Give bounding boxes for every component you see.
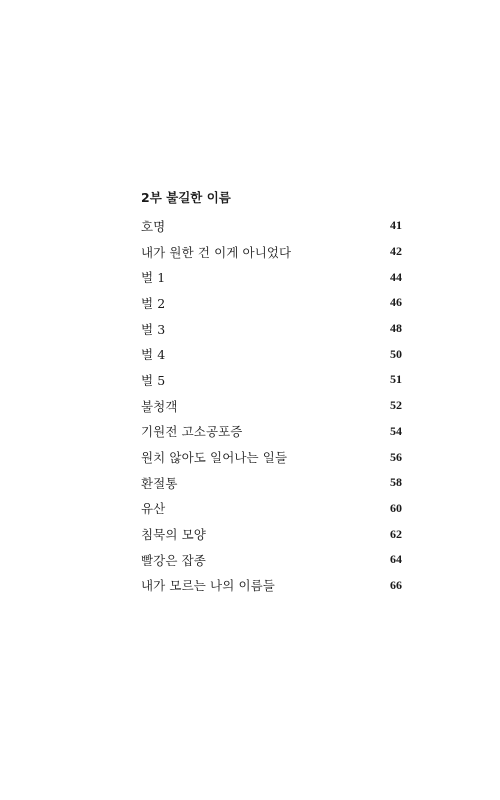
toc-entry (141, 393, 402, 419)
toc-entry-page-number: 50 (390, 346, 402, 361)
toc-entry-title: 빨강은 잡종 (141, 552, 206, 568)
toc-entry-page-number: 60 (390, 500, 402, 515)
toc-entry-page-number: 51 (390, 372, 402, 387)
toc-entry-title: 유산 (141, 501, 166, 517)
toc-entry-title: 벌 5 (141, 372, 166, 388)
toc-entry-title: 침묵의 모양 (141, 527, 206, 543)
toc-entry (141, 547, 402, 573)
toc-entry (141, 521, 402, 547)
toc-entry (141, 496, 402, 522)
toc-entry-page-number: 41 (390, 218, 402, 233)
toc-entry-title: 불청객 (141, 398, 178, 414)
toc-entry (141, 367, 402, 393)
toc-entry (141, 264, 402, 290)
toc-entry-page-number: 42 (390, 244, 402, 259)
toc-entry-page-number: 54 (390, 423, 402, 438)
toc-entry (141, 213, 402, 239)
toc-entry-page-number: 66 (390, 577, 402, 592)
toc-entry-page-number: 44 (390, 269, 402, 284)
toc-entry (141, 444, 402, 470)
toc-entry-title: 내가 모르는 나의 이름들 (141, 578, 275, 594)
toc-entry-title: 벌 2 (141, 295, 166, 311)
toc-entry-page-number: 56 (390, 449, 402, 464)
toc-entry (141, 573, 402, 599)
table-of-contents (141, 188, 402, 598)
toc-entry (141, 470, 402, 496)
toc-entry-page-number: 62 (390, 526, 402, 541)
part-title: 2부 불길한 이름 (141, 190, 231, 205)
toc-entry-title: 호명 (141, 218, 166, 234)
toc-entry-page-number: 52 (390, 398, 402, 413)
toc-entry-title: 벌 3 (141, 321, 166, 337)
toc-entry-page-number: 48 (390, 321, 402, 336)
toc-entry-title: 벌 4 (141, 347, 166, 363)
toc-entry-list (141, 213, 402, 598)
toc-entry-title: 기원전 고소공포증 (141, 424, 243, 440)
toc-entry (141, 239, 402, 265)
toc-entry-title: 원치 않아도 일어나는 일들 (141, 450, 288, 466)
toc-entry (141, 341, 402, 367)
toc-entry-title: 내가 원한 건 이게 아니었다 (141, 244, 292, 260)
toc-entry-title: 벌 1 (141, 270, 166, 286)
toc-entry (141, 419, 402, 445)
toc-entry-page-number: 46 (390, 295, 402, 310)
toc-entry-page-number: 64 (390, 552, 402, 567)
toc-entry-title: 환절통 (141, 475, 178, 491)
toc-entry (141, 290, 402, 316)
toc-entry-page-number: 58 (390, 475, 402, 490)
toc-entry (141, 316, 402, 342)
